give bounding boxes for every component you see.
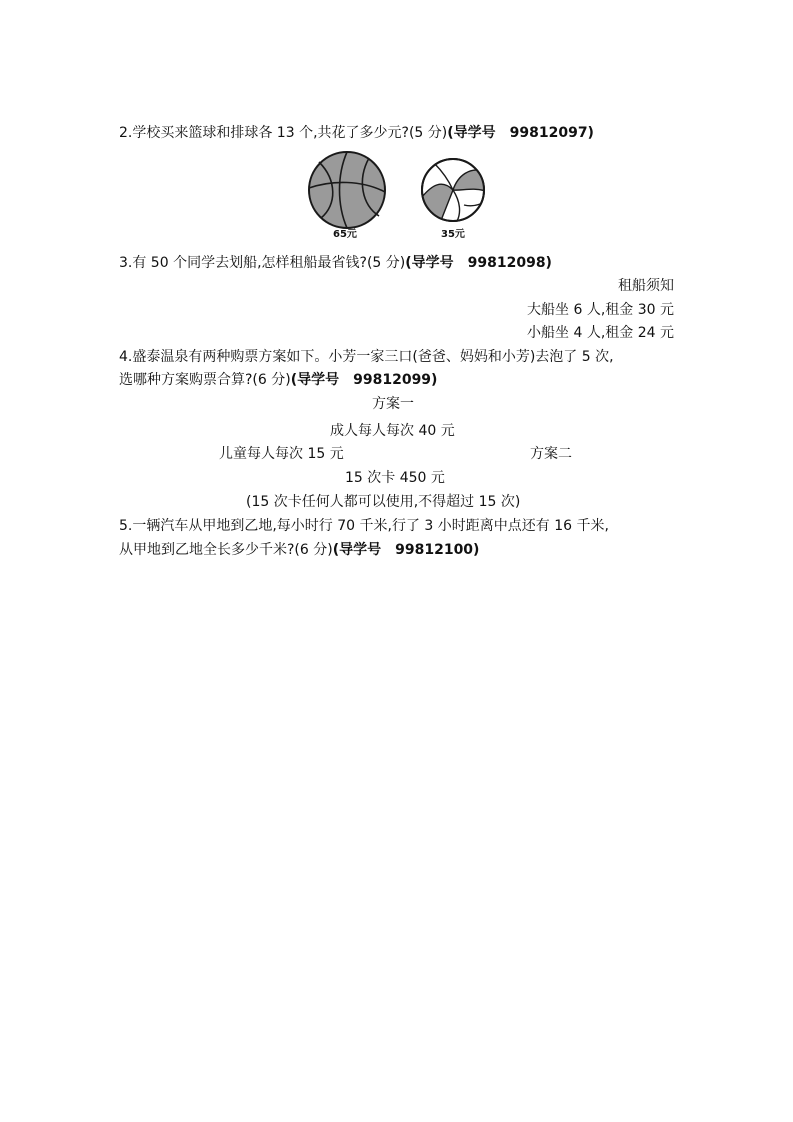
small-boat-rule: 小船坐 4 人,租金 24 元	[527, 325, 674, 341]
volleyball-icon	[420, 157, 486, 223]
q5-guide-number: (导学号 99812100)	[332, 542, 480, 558]
basketball-price: 65元	[333, 229, 357, 240]
q5-text-line2: 从甲地到乙地全长多少千米?(6 分)(导学号 99812100)	[119, 542, 480, 558]
big-boat-rule: 大船坐 6 人,租金 30 元	[527, 302, 674, 318]
q3-text: 3.有 50 个同学去划船,怎样租船最省钱?(5 分)(导学号 99812098)	[119, 255, 552, 271]
plan2-title: 方案二	[530, 446, 572, 462]
q4-text-line2: 选哪种方案购票合算?(6 分)(导学号 99812099)	[119, 372, 438, 388]
plan2-note: (15 次卡任何人都可以使用,不得超过 15 次)	[246, 494, 521, 510]
q3-guide-number: (导学号 99812098)	[405, 255, 552, 271]
basketball-icon	[307, 150, 387, 230]
q4-guide-number: (导学号 99812099)	[290, 372, 438, 388]
volleyball-price: 35元	[441, 229, 465, 240]
plan2-card-price: 15 次卡 450 元	[345, 470, 445, 486]
q2-text: 2.学校买来篮球和排球各 13 个,共花了多少元?(5 分)(导学号 99812097)	[119, 125, 594, 141]
q4-text-line1: 4.盛泰温泉有两种购票方案如下。小芳一家三口(爸爸、妈妈和小芳)去泡了 5 次,	[119, 349, 614, 365]
plan1-adult-price: 成人每人每次 40 元	[330, 423, 455, 439]
boat-notice-title: 租船须知	[618, 278, 674, 294]
plan1-title: 方案一	[372, 396, 414, 412]
q2-guide-number: (导学号 99812097)	[447, 125, 594, 141]
plan1-child-price: 儿童每人每次 15 元	[219, 446, 344, 462]
q5-text-line1: 5.一辆汽车从甲地到乙地,每小时行 70 千米,行了 3 小时距离中点还有 16 千米,	[119, 518, 609, 534]
